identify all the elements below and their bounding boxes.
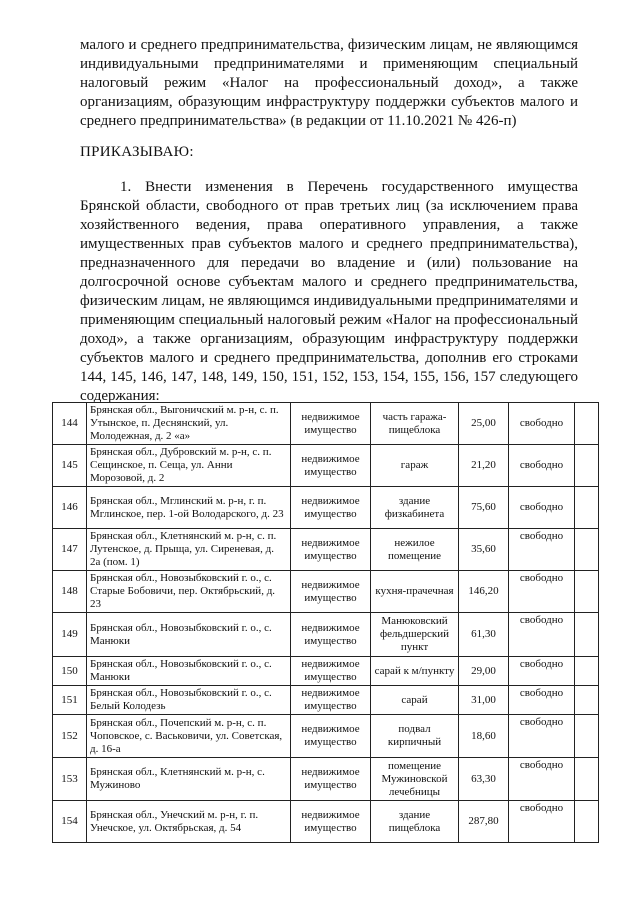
row-type: недвижимое имущество xyxy=(291,801,371,843)
row-address: Брянская обл., Новозыбковский г. о., с. Манюки xyxy=(87,657,291,686)
row-number: 144 xyxy=(53,403,87,445)
row-status: свободно xyxy=(509,686,575,715)
row-number: 147 xyxy=(53,529,87,571)
row-area: 35,60 xyxy=(459,529,509,571)
row-empty-cell xyxy=(575,715,599,758)
row-object-name: сарай к м/пункту xyxy=(371,657,459,686)
row-address: Брянская обл., Клетнянский м. р-н, с. Мужиново xyxy=(87,758,291,801)
table-row xyxy=(53,613,599,657)
row-object-name: подвал кирпичный xyxy=(371,715,459,758)
row-area: 61,30 xyxy=(459,613,509,657)
property-table xyxy=(52,402,599,843)
row-object-name: гараж xyxy=(371,445,459,487)
table-row xyxy=(53,758,599,801)
row-object-name: здание пищеблока xyxy=(371,801,459,843)
row-empty-cell xyxy=(575,445,599,487)
row-empty-cell xyxy=(575,529,599,571)
table-row xyxy=(53,487,599,529)
row-object-name: здание физкабинета xyxy=(371,487,459,529)
row-empty-cell xyxy=(575,686,599,715)
row-empty-cell xyxy=(575,613,599,657)
row-number: 148 xyxy=(53,571,87,613)
row-empty-cell xyxy=(575,403,599,445)
row-status: свободно xyxy=(509,613,575,657)
row-number: 146 xyxy=(53,487,87,529)
row-number: 152 xyxy=(53,715,87,758)
row-empty-cell xyxy=(575,487,599,529)
row-status: свободно xyxy=(509,403,575,445)
row-area: 18,60 xyxy=(459,715,509,758)
row-type: недвижимое имущество xyxy=(291,445,371,487)
row-empty-cell xyxy=(575,801,599,843)
row-empty-cell xyxy=(575,657,599,686)
row-status: свободно xyxy=(509,445,575,487)
row-area: 29,00 xyxy=(459,657,509,686)
row-object-name: сарай xyxy=(371,686,459,715)
row-area: 31,00 xyxy=(459,686,509,715)
row-area: 63,30 xyxy=(459,758,509,801)
row-status: свободно xyxy=(509,487,575,529)
row-address: Брянская обл., Выгоничский м. р-н, с. п. Утынское, п. Деснянский, ул. Молодежная, д. 2 «а» xyxy=(87,403,291,445)
row-type: недвижимое имущество xyxy=(291,758,371,801)
table-row xyxy=(53,657,599,686)
row-number: 149 xyxy=(53,613,87,657)
row-type: недвижимое имущество xyxy=(291,403,371,445)
row-empty-cell xyxy=(575,758,599,801)
row-area: 287,80 xyxy=(459,801,509,843)
row-type: недвижимое имущество xyxy=(291,715,371,758)
row-status: свободно xyxy=(509,801,575,843)
row-status: свободно xyxy=(509,657,575,686)
row-address: Брянская обл., Новозыбковский г. о., с. Манюки xyxy=(87,613,291,657)
row-area: 75,60 xyxy=(459,487,509,529)
row-empty-cell xyxy=(575,571,599,613)
row-address: Брянская обл., Дубровский м. р-н, с. п. Сещинское, п. Сеща, ул. Анни Морозовой, д. 2 xyxy=(87,445,291,487)
row-status: свободно xyxy=(509,529,575,571)
row-object-name: часть гаража-пищеблока xyxy=(371,403,459,445)
order-heading: ПРИКАЗЫВАЮ: xyxy=(80,144,194,160)
table-row xyxy=(53,686,599,715)
row-type: недвижимое имущество xyxy=(291,613,371,657)
row-type: недвижимое имущество xyxy=(291,571,371,613)
row-address: Брянская обл., Новозыбковский г. о., с. Старые Бобовичи, пер. Октябрьский, д. 23 xyxy=(87,571,291,613)
row-number: 145 xyxy=(53,445,87,487)
row-object-name: помещение Мужиновской лечебницы xyxy=(371,758,459,801)
row-number: 154 xyxy=(53,801,87,843)
table-row xyxy=(53,801,599,843)
row-address: Брянская обл., Почепский м. р-н, с. п. Чоповское, с. Васьковичи, ул. Советская, д. 16-а xyxy=(87,715,291,758)
row-number: 151 xyxy=(53,686,87,715)
row-address: Брянская обл., Клетнянский м. р-н, с. п. Лутенское, д. Прыща, ул. Сиреневая, д. 2а (пом. 1) xyxy=(87,529,291,571)
row-object-name: Манюковский фельдшерский пункт xyxy=(371,613,459,657)
intro-paragraph: малого и среднего предпринимательства, физическим лицам, не являющимся индивидуальными предпринимателями и применяющим специальный налоговый режим «Налог на профессиональный доход», а также организациям, образующим инфраструктуру поддержки субъектов малого и среднего предпринимательства» (в редакции от 11.10.2021 № 426-п) xyxy=(80,37,578,129)
row-address: Брянская обл., Мглинский м. р-н, г. п. Мглинское, пер. 1-ой Володарского, д. 23 xyxy=(87,487,291,529)
table-row xyxy=(53,715,599,758)
row-status: свободно xyxy=(509,758,575,801)
table-row xyxy=(53,403,599,445)
row-area: 146,20 xyxy=(459,571,509,613)
row-number: 153 xyxy=(53,758,87,801)
row-type: недвижимое имущество xyxy=(291,686,371,715)
row-area: 25,00 xyxy=(459,403,509,445)
table-row xyxy=(53,529,599,571)
row-area: 21,20 xyxy=(459,445,509,487)
table-row xyxy=(53,571,599,613)
row-number: 150 xyxy=(53,657,87,686)
order-item-1: 1. Внести изменения в Перечень государственного имущества Брянской области, свободного от прав третьих лиц (за исключением права хозяйственного ведения, права оперативного управления, а также имущественных прав субъектов малого и среднего предпринимательства), предназначенного для передачи во владение и (или) пользование на долгосрочной основе субъектам малого и среднего предпринимательства, физическим лицам, не являющимся индивидуальными предпринимателями и применяющим специальный налоговый режим «Налог на профессиональный доход», а также организациям, образующим инфраструктуру поддержки субъектов малого и среднего предпринимательства, дополнив его строками 144, 145, 146, 147, 148, 149, 150, 151, 152, 153, 154, 155, 156, 157 следующего содержания: xyxy=(80,179,578,404)
row-type: недвижимое имущество xyxy=(291,487,371,529)
row-status: свободно xyxy=(509,571,575,613)
table-row xyxy=(53,445,599,487)
row-type: недвижимое имущество xyxy=(291,529,371,571)
row-type: недвижимое имущество xyxy=(291,657,371,686)
row-object-name: кухня-прачечная xyxy=(371,571,459,613)
row-object-name: нежилое помещение xyxy=(371,529,459,571)
row-status: свободно xyxy=(509,715,575,758)
row-address: Брянская обл., Унечский м. р-н, г. п. Унечское, ул. Октябрьская, д. 54 xyxy=(87,801,291,843)
row-address: Брянская обл., Новозыбковский г. о., с. Белый Колодезь xyxy=(87,686,291,715)
